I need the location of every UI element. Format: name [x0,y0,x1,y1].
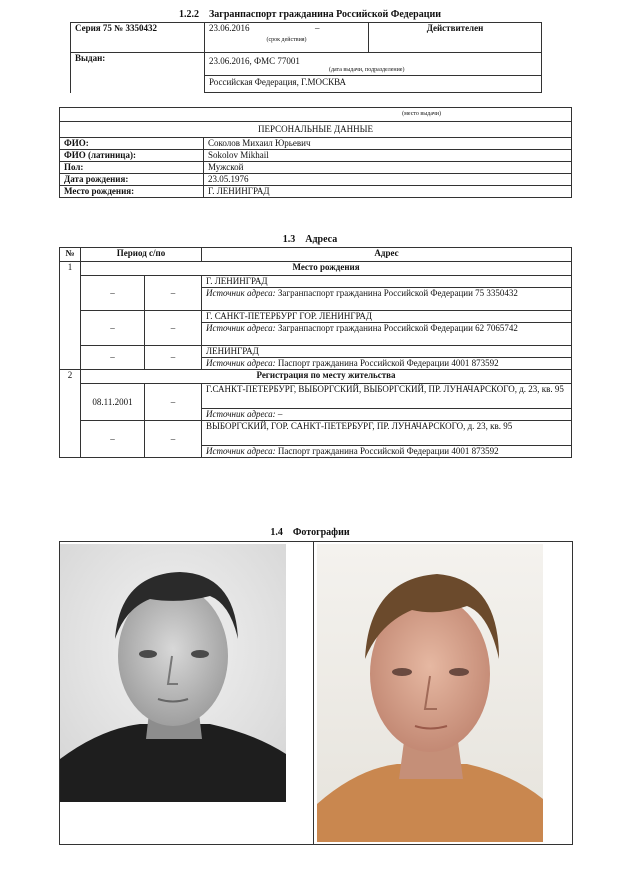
col-num: № [60,248,81,262]
passport-status: Действителен [369,23,542,53]
personal-data-header: ПЕРСОНАЛЬНЫЕ ДАННЫЕ [60,122,572,138]
group-num: 2 [60,370,81,458]
photos-divider [313,542,314,844]
place-caption: (место выдачи) [60,108,572,122]
passport-section-title: 1.2.2 Загранпаспорт гражданина Российской Федерации [179,9,441,20]
group-title: Регистрация по месту жительства [81,370,572,384]
address-item: – – Г. САНКТ-ПЕТЕРБУРГ ГОР. ЛЕНИНГРАД [60,311,572,323]
personal-row: ФИО (латиница): Sokolov Mikhail [60,150,572,162]
address-item: – – ЛЕНИНГРАД [60,346,572,358]
personal-row: ФИО: Соколов Михаил Юрьевич [60,138,572,150]
passport-validity: 23.06.2016 – (срок действия) [205,23,369,53]
address-item: 08.11.2001 – Г.САНКТ-ПЕТЕРБУРГ, ВЫБОРГСКИЙ, ВЫБОРГСКИЙ, ПР. ЛУНАЧАРСКОГО, д. 23, кв. 95 [60,384,572,409]
address-group [60,262,572,276]
photo-color [317,544,543,842]
passport-series: Серия 75 № 3350432 [71,23,205,53]
group-title: Место рождения [81,262,572,276]
passport-issued-label: Выдан: [71,53,205,93]
personal-row: Место рождения: Г. ЛЕНИНГРАД [60,186,572,198]
col-period: Период с/по [81,248,202,262]
passport-issued: 23.06.2016, ФМС 77001 (дата выдачи, подразделение) Российская Федерация, Г.МОСКВА [205,53,542,93]
group-num: 1 [60,262,81,370]
address-item: – – Г. ЛЕНИНГРАД [60,276,572,288]
address-item: – – ВЫБОРГСКИЙ, ГОР. САНКТ-ПЕТЕРБУРГ, ПР. ЛУНАЧАРСКОГО, д. 23, кв. 95 [60,421,572,446]
addresses-section-title: 1.3 Адреса [282,234,338,245]
address-group [60,370,572,384]
personal-row: Пол: Мужской [60,162,572,174]
personal-row: Дата рождения: 23.05.1976 [60,174,572,186]
photo-grayscale [60,544,286,802]
col-address: Адрес [202,248,572,262]
personal-data-table [59,107,572,198]
passport-table [70,22,542,93]
addresses-table: № Период с/по Адрес 1 Место рождения – – Г. ЛЕНИНГРАД Источник адреса: Загранпаспорт гражданина Российской Федерации 75 3350432 – – Г. САНКТ-ПЕТЕРБУРГ ГОР. ЛЕНИНГРАД Источник адреса: Загранпаспорт гражданина Российской Федерации 62 7065742 – – ЛЕНИНГРАД Источник адреса: Паспорт гражданина Российской Федерации 4001 873592 2 Регистрация по месту жительства 08.11.2001 – Г.САНКТ-ПЕТЕРБУРГ, ВЫБОРГСКИЙ, ВЫБОРГСКИЙ, ПР. ЛУНАЧАРСКОГО, д. 23, кв. 95 Источник адреса: – – – ВЫБОРГСКИЙ, ГОР. САНКТ-ПЕТЕРБУРГ, ПР. ЛУНАЧАРСКОГО, д. 23, кв. 95 Источник адреса: Паспорт гражданина Российской Федерации 4001 873592 [59,247,572,458]
photos-section-title: 1.4 Фотографии [270,527,350,538]
